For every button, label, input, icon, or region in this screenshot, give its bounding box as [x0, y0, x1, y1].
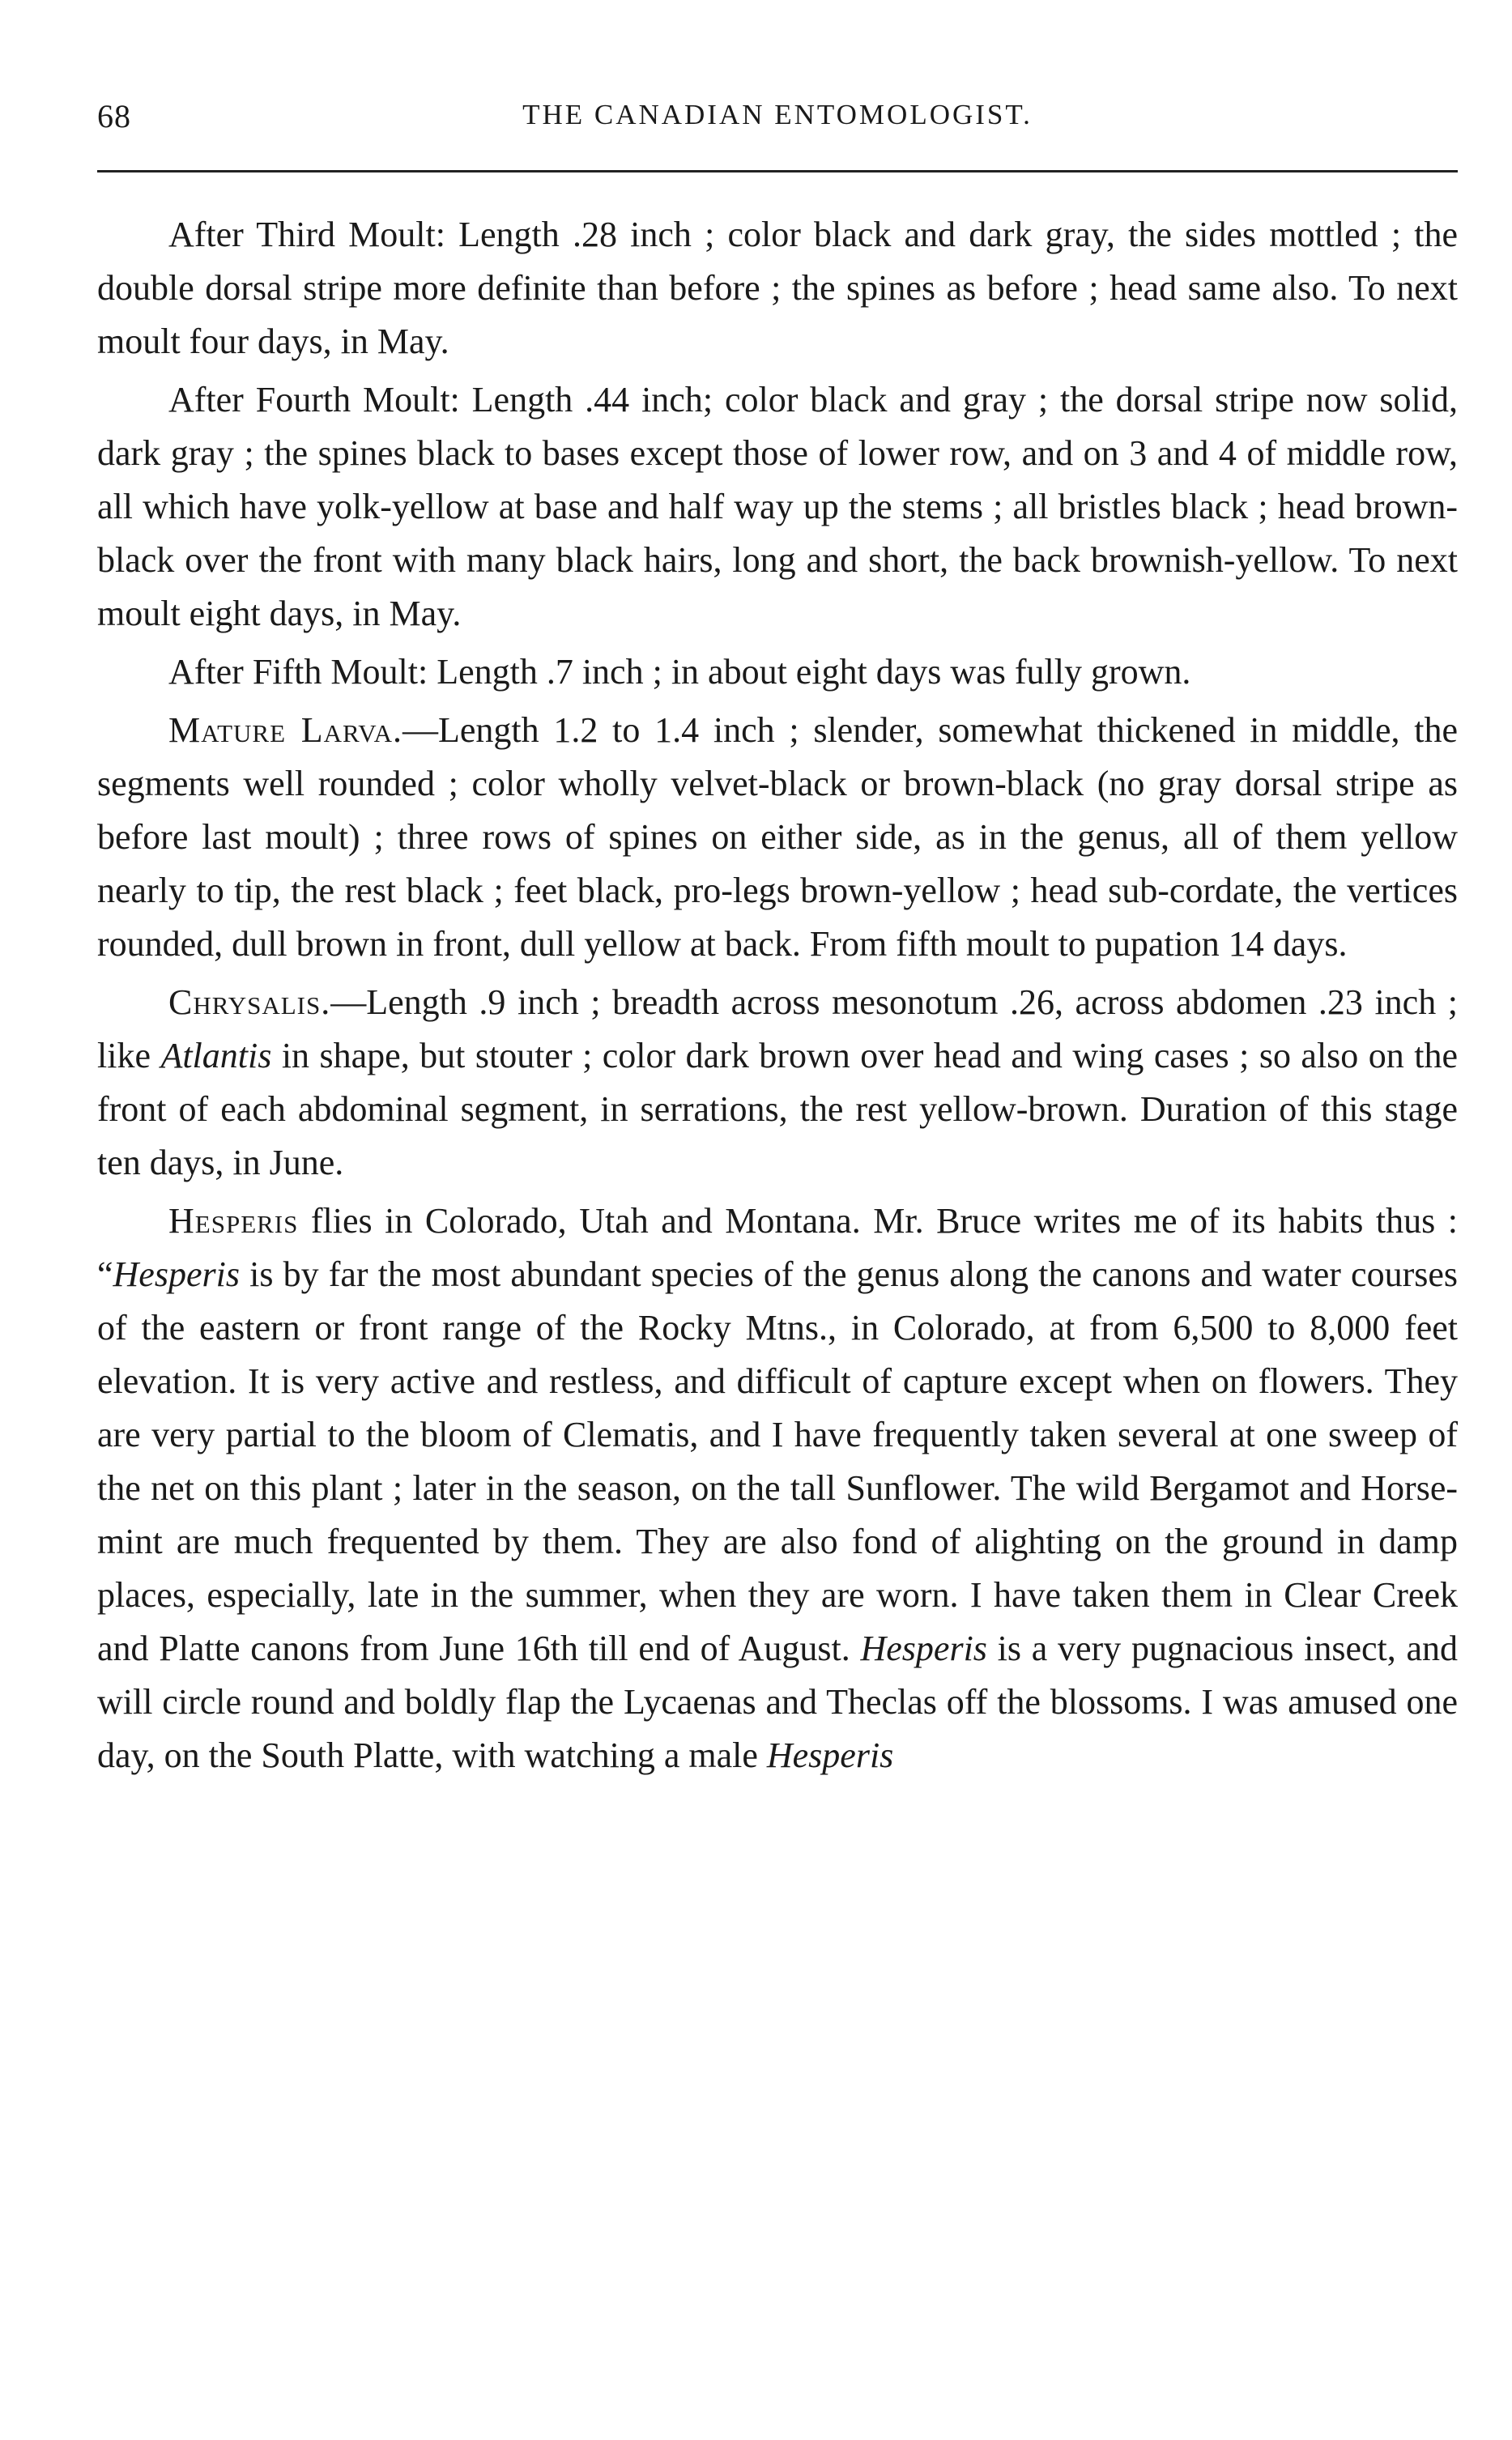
page: [97, 97, 1458, 1787]
hesperis-text-c: is a very pugnacious insect, and will circle round and boldly flap the Lycaenas and Theclas off the blossoms. I was amused one day, on the South Platte, with watching a male: [97, 1629, 1458, 1775]
paragraph-mature-larva: [97, 704, 1458, 971]
mature-larva-heading: Mature Larva.: [168, 710, 402, 750]
page-number: 68: [97, 98, 131, 134]
running-title: THE CANADIAN ENTOMOLOGIST.: [522, 99, 1033, 130]
hesperis-text-b: is by far the most abundant species of the genus along the canons and water courses of the eastern or front range of the Rocky Mtns., in Colorado, at from 6,500 to 8,000 feet elevation. It is very active and restless, and difficult of capture except when on flowers. They are very partial to the bloom of Clematis, and I have frequently taken several at one sweep of the net on this plant ; later in the season, on the tall Sunflower. The wild Bergamot and Horse-mint are much frequented by them. They are also fond of alighting on the ground in damp places, especially, late in the summer, when they are worn. I have taken them in Clear Creek and Platte canons from June 16th till end of August.: [97, 1254, 1458, 1668]
paragraph-hesperis: [97, 1194, 1458, 1782]
mature-larva-text: —Length 1.2 to 1.4 inch ; slender, somewhat thickened in middle, the segments well rounded ; color wholly velvet-black or brown-black (no gray dorsal stripe as before last moult) ; three rows of spines on either side, as in the genus, all of them yellow nearly to tip, the rest black ; feet black, pro-legs brown-yellow ; head sub-cordate, the vertices rounded, dull brown in front, dull yellow at back. From fifth moult to pupation 14 days.: [97, 710, 1458, 964]
chrysalis-text-b: in shape, but stouter ; color dark brown over head and wing cases ; so also on the front of each abdominal segment, in serrations, the rest yellow-brown. Duration of this stage ten days, in June.: [97, 1036, 1458, 1182]
paragraph-chrysalis: [97, 976, 1458, 1190]
header-rule: [97, 170, 1458, 172]
chrysalis-italic: Atlantis: [160, 1036, 272, 1075]
paragraph-third-moult: After Third Moult: Length .28 inch ; color black and dark gray, the sides mottled ; the double dorsal stripe more definite than before ; the spines as before ; head same also. To next moult four days, in May.: [97, 215, 1458, 361]
body-text: [97, 208, 1458, 1782]
page-header: [97, 97, 1458, 154]
paragraph-fifth-moult: After Fifth Moult: Length .7 inch ; in about eight days was fully grown.: [168, 652, 1191, 692]
chrysalis-text-a: —Length .9 inch ; breadth across mesonotum .26, across abdomen .23 inch ; like: [97, 982, 1458, 1075]
hesperis-italic-c: Hesperis: [766, 1735, 894, 1775]
chrysalis-heading: Chrysalis.: [168, 982, 331, 1022]
hesperis-italic-a: Hesperis: [113, 1254, 240, 1294]
hesperis-heading: Hesperis: [168, 1201, 299, 1241]
hesperis-italic-b: Hesperis: [860, 1629, 987, 1668]
paragraph-fourth-moult: After Fourth Moult: Length .44 inch; color black and gray ; the dorsal stripe now solid, dark gray ; the spines black to bases except those of lower row, and on 3 and 4 of middle row, all which have yolk-yellow at base and half way up the stems ; all bristles black ; head brown-black over the front with many black hairs, long and short, the back brownish-yellow. To next moult eight days, in May.: [97, 380, 1458, 633]
hesperis-text-a: flies in Colorado, Utah and Montana. Mr. Bruce writes me of its habits thus : “: [97, 1201, 1458, 1294]
